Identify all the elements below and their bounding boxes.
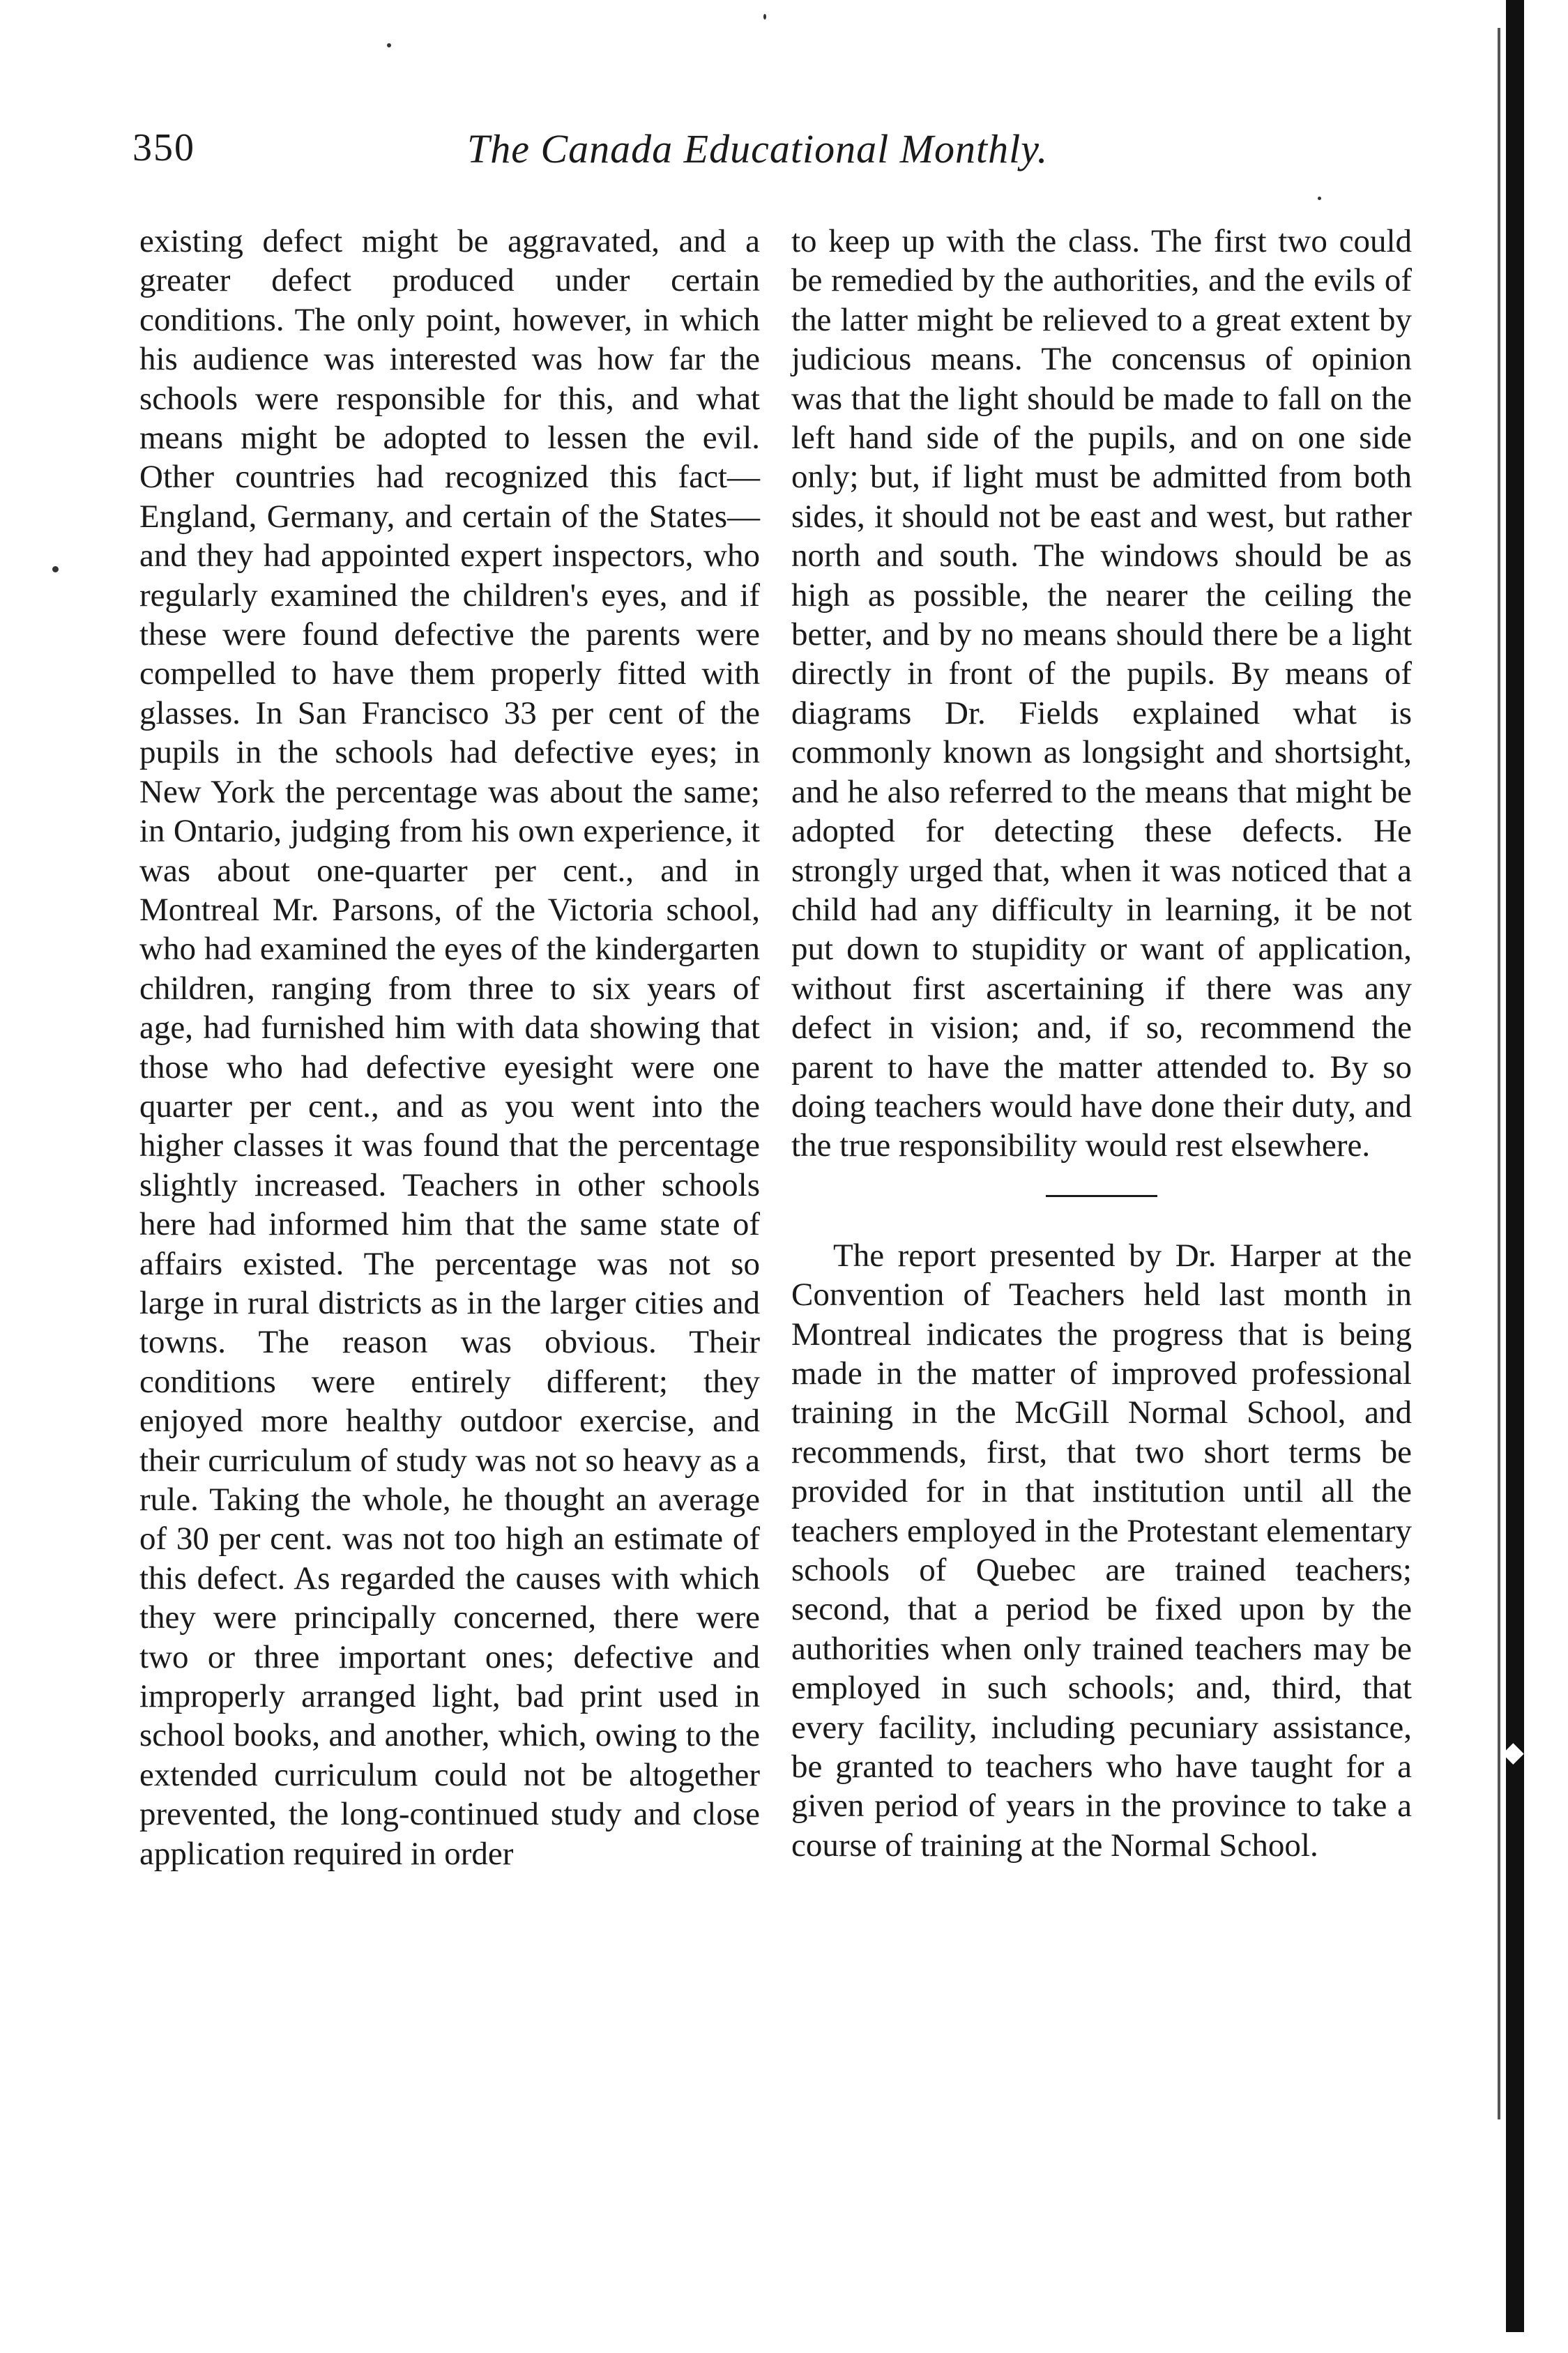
margin-diamond-icon: ◆ [1502, 1736, 1524, 1768]
page-edge-thin-rule [1498, 28, 1500, 2119]
page-number: 350 [132, 126, 195, 169]
dust-speck [1318, 197, 1321, 200]
dust-speck [387, 43, 391, 47]
dust-speck [52, 566, 59, 572]
page-edge-binding-rule [1506, 0, 1524, 2332]
right-paragraph-2: The report presented by Dr. Harper at the Convention of Teachers held last month in Montreal indicates the progress that is being made in the matter of improved professional training in the McGill Normal School, and recommends, first, that two short terms be provided for in that institution until all the teachers employed in the Protestant elementary schools of Quebec are trained teachers; second, that a period be fixed upon by the authorities when only trained teachers may be employed in such schools; and, third, that every facility, including pecuniary assistance, be granted to teachers who have taught for a given period of years in the province to take a course of training at the Normal School. [791, 1237, 1412, 1864]
right-column [791, 222, 1412, 1865]
right-paragraph-1: to keep up with the class. The first two could be remedied by the authorities, and the evils of the latter might be relieved to a great extent by judicious means. The concensus of opinion was that the light should be made to fall on the left hand side of the pupils, and on one side only; but, if light must be admitted from both sides, it should not be east and west, but rather north and south. The windows should be as high as possible, the nearer the ceiling the better, and by no means should there be a light directly in front of the pupils. By means of diagrams Dr. Fields explained what is commonly known as longsight and shortsight, and he also referred to the means that might be adopted for detecting these defects. He strongly urged that, when it was noticed that a child had any difficulty in learning, it be not put down to stupidity or want of application, without first ascertaining if there was any defect in vision; and, if so, recommend the parent to have the matter attended to. By so doing teachers would have done their duty, and the true responsibility would rest elsewhere. [791, 223, 1412, 1164]
section-divider [1046, 1195, 1157, 1197]
page-header [132, 119, 1401, 181]
running-title: The Canada Educational Monthly. [467, 126, 1049, 172]
left-column [139, 222, 760, 1873]
dust-speck [763, 14, 766, 20]
left-paragraph-1: existing defect might be aggravated, and a greater defect produced under certain conditions. The only point, however, in which his audience was interested was how far the schools were responsible for this, and what means might be adopted to lessen the evil. Other countries had recognized this fact—England, Germany, and certain of the States—and they had appointed expert inspectors, who regularly examined the children's eyes, and if these were found defective the parents were compelled to have them properly fitted with glasses. In San Francisco 33 per cent of the pupils in the schools had defective eyes; in New York the percentage was about the same; in Ontario, judging from his own experience, it was about one-quarter per cent., and in Montreal Mr. Parsons, of the Victoria school, who had examined the eyes of the kindergarten children, ranging from three to six years of age, had furnished him with data showing that those who had defective eyesight were one quarter per cent., and as you went into the higher classes it was found that the percentage slightly increased. Teachers in other schools here had informed him that the same state of affairs existed. The percentage was not so large in rural districts as in the larger cities and towns. The reason was obvious. Their conditions were entirely different; they enjoyed more healthy outdoor exercise, and their curriculum of study was not so heavy as a rule. Taking the whole, he thought an average of 30 per cent. was not too high an estimate of this defect. As regarded the causes with which they were principally concerned, there were two or three important ones; defective and improperly arranged light, bad print used in school books, and another, which, owing to the extended curriculum could not be altogether prevented, the long-continued study and close application required in order [139, 223, 760, 1872]
